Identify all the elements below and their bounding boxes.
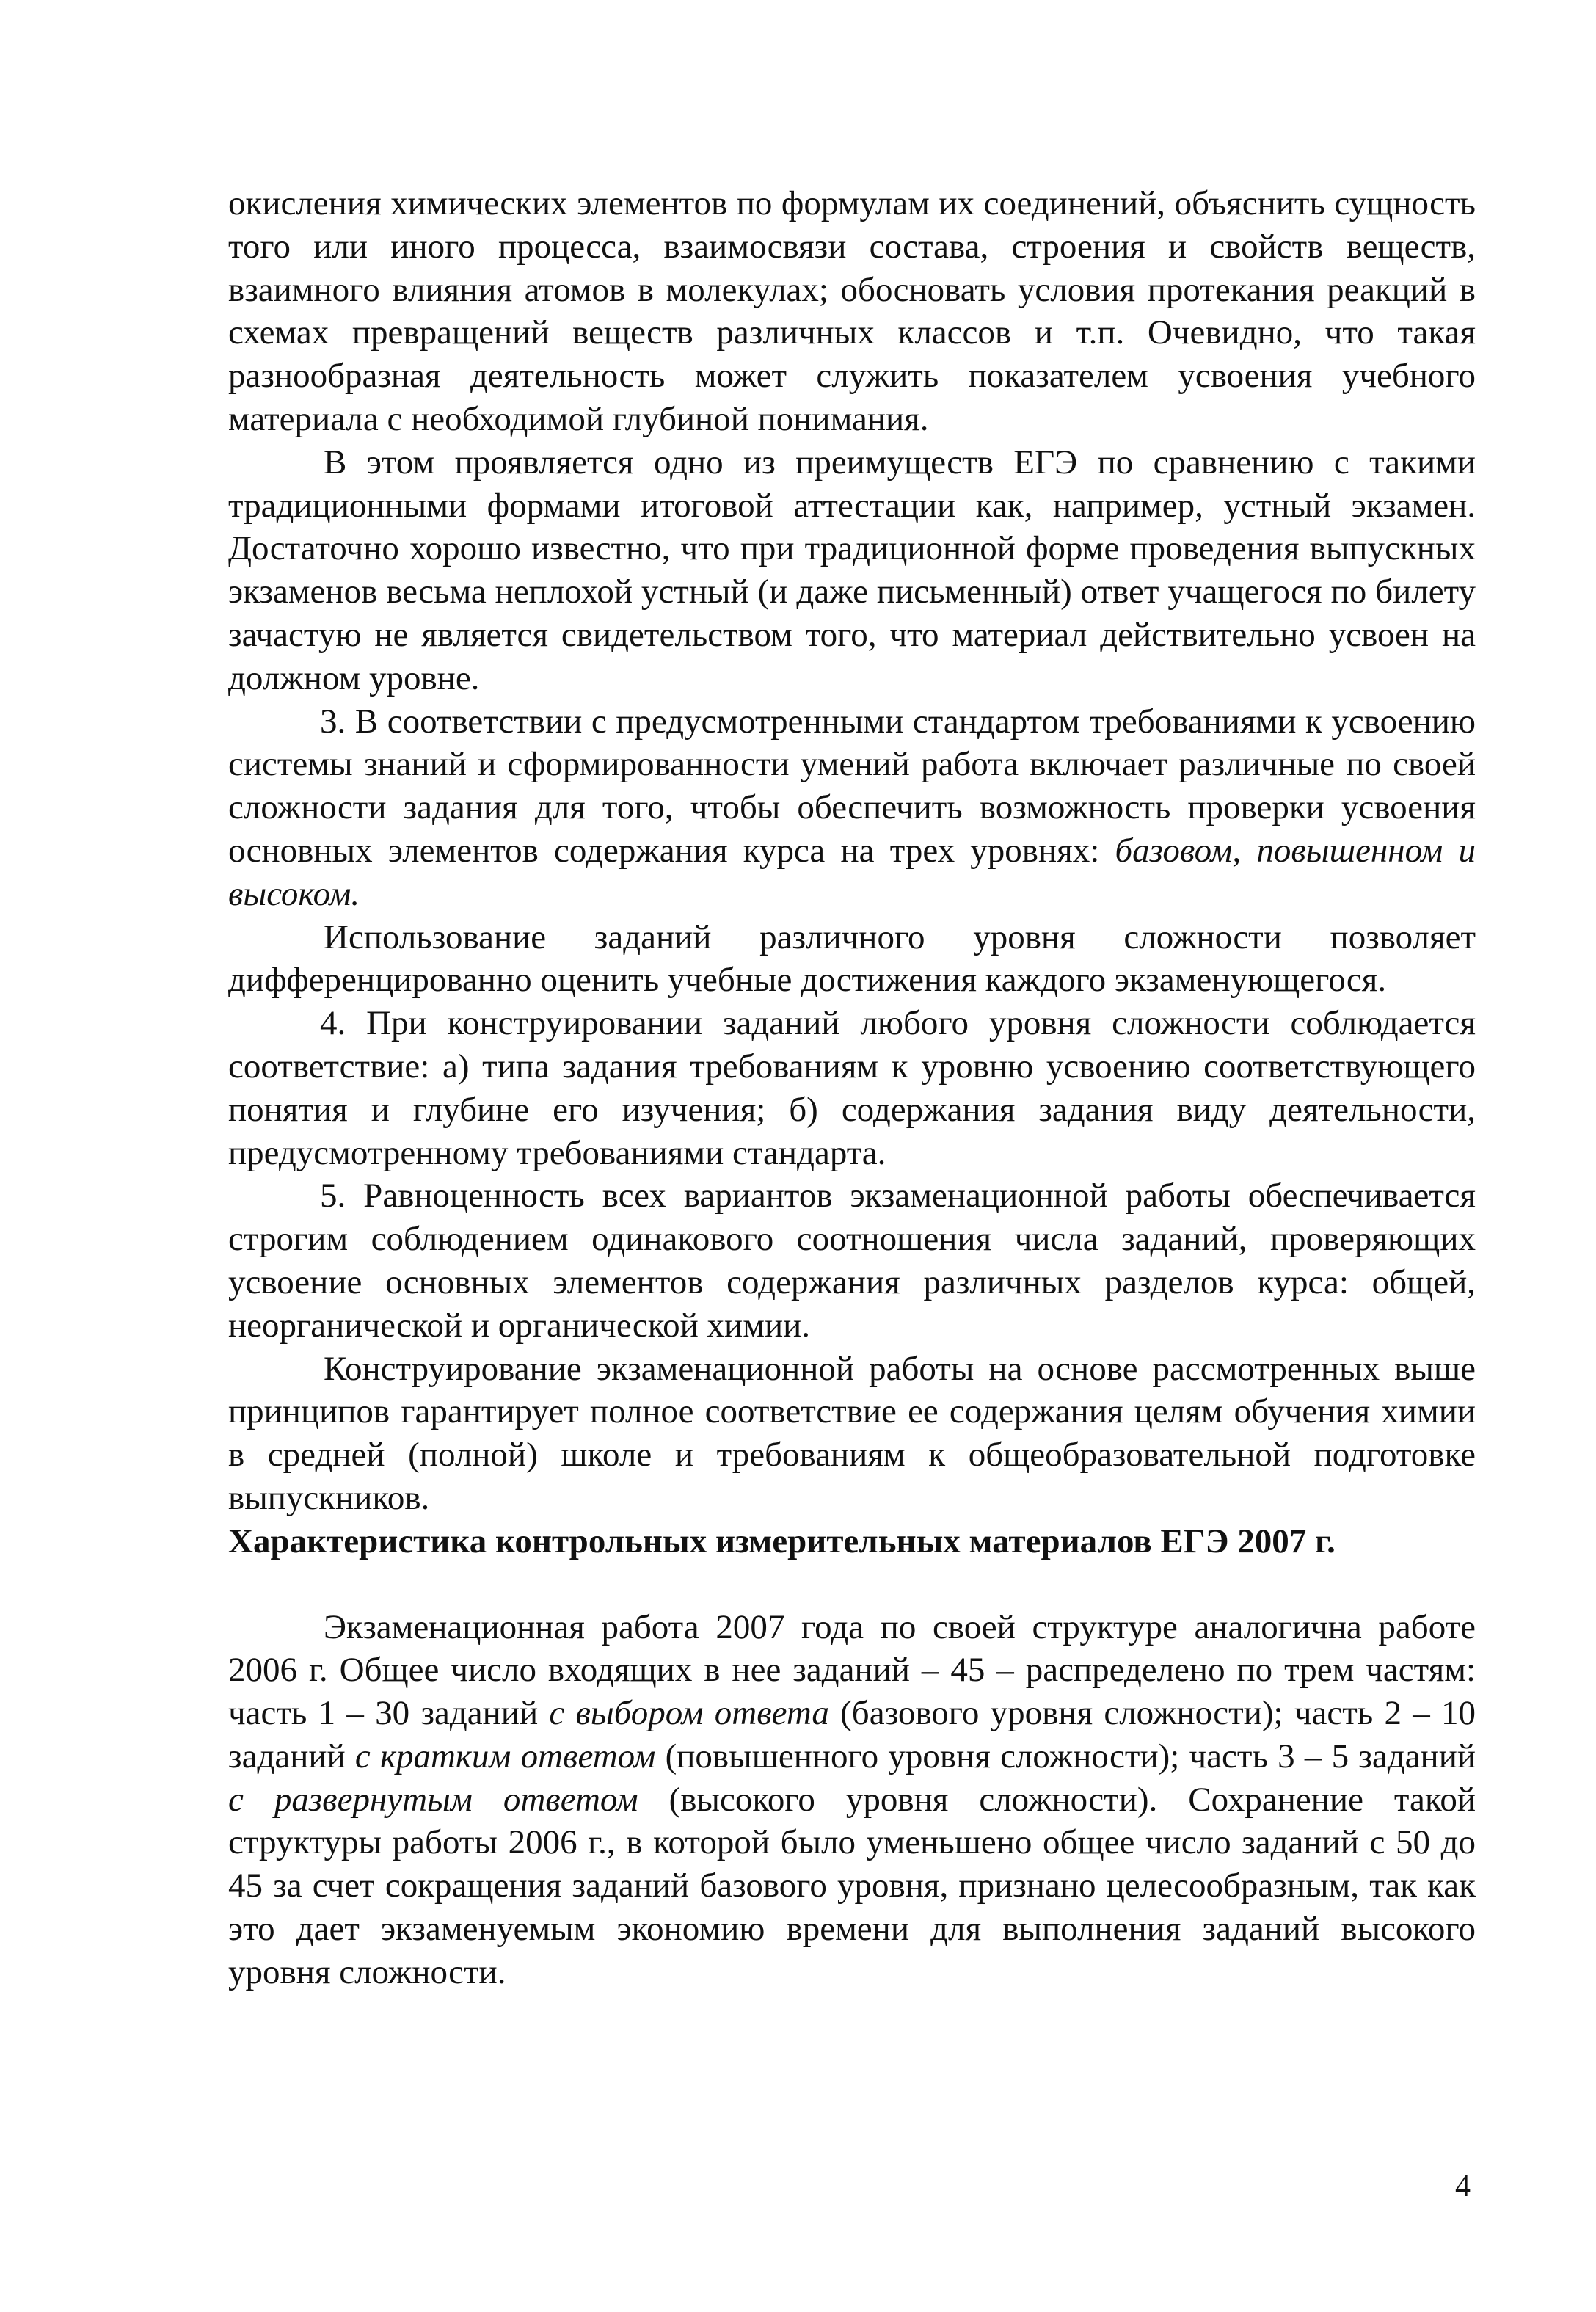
paragraph-exam-structure	[228, 1606, 1476, 1994]
page-body	[228, 182, 1476, 1994]
structure-italic-extended: с развернутым ответом	[228, 1780, 638, 1819]
item-3-text: 3. В соответствии с предусмотренными стандартом требованиями к усвоению системы знаний и сформированности умений работа включает различные по своей сложности задания для того, чтобы обеспечить возможность проверки усвоения основных элементов содержания курса на трех уровнях:	[228, 702, 1476, 870]
paragraph-oxidation-continuation: окисления химических элементов по формулам их соединений, объяснить сущность того или иного процесса, взаимосвязи состава, строения и свойств веществ, взаимного влияния атомов в молекулах; обосновать условия протекания реакций в схемах превращений веществ различных классов и т.п. Очевидно, что такая разнообразная деятельность может служить показателем усвоения учебного материала с необходимой глубиной понимания.	[228, 184, 1476, 438]
paragraph-item-5: 5. Равноценность всех вариантов экзаменационной работы обеспечивается строгим соблюдением одинакового соотношения числа заданий, проверяющих усвоение основных элементов содержания различных разделов курса: общей, неорганической и органической химии.	[228, 1177, 1476, 1345]
structure-italic-choice: с выбором ответа	[549, 1694, 829, 1733]
structure-italic-short: с кратким ответом	[354, 1737, 656, 1775]
paragraph-item-4: 4. При конструировании заданий любого уровня сложности соблюдается соответствие: а) типа задания требованиям к уровню усвоению соответствующего понятия и глубине его изучения; б) содержания задания виду деятельности, предусмотренному требованиями стандарта.	[228, 1004, 1476, 1172]
paragraph-construction-principles: Конструирование экзаменационной работы на основе рассмотренных выше принципов гарантирует полное соответствие ее содержания целям обучения химии в средней (полной) школе и требованиям к общеобразовательной подготовке выпускников.	[228, 1349, 1476, 1517]
item-3-levels: базовом, повышенном и высоком.	[228, 831, 1476, 913]
page-number: 4	[1455, 2170, 1471, 2203]
section-heading: Характеристика контрольных измерительных материалов ЕГЭ 2007 г.	[228, 1522, 1336, 1560]
structure-text-4: (высокого уровня сложности). Сохранение такой структуры работы 2006 г., в которой было уменьшено общее число заданий с 50 до 45 за счет сокращения заданий базового уровня, признано целесообразным, так как это дает экзаменуемым экономию времени для выполнения заданий высокого уровня сложности.	[228, 1780, 1476, 1991]
paragraph-item-3	[228, 700, 1476, 916]
structure-text-1: Экзаменационная работа 2007 года по своей структуре аналогична работе 2006 г. Общее число входящих в нее заданий – 45 – распределено по трем частям: часть 1 – 30 заданий	[228, 1607, 1476, 1733]
paragraph-differentiated-assessment: Использование заданий различного уровня сложности позволяет дифференцированно оценить учебные достижения каждого экзаменующегося.	[228, 917, 1476, 1000]
structure-text-2: (базового уровня сложности); часть 2 – 10 заданий	[228, 1694, 1476, 1775]
structure-text-3: (повышенного уровня сложности); часть 3 – 5 заданий	[655, 1737, 1476, 1775]
paragraph-ege-advantage: В этом проявляется одно из преимуществ ЕГЭ по сравнению с такими традиционными формами итоговой аттестации как, например, устный экзамен. Достаточно хорошо известно, что при традиционной форме проведения выпускных экзаменов весьма неплохой устный (и даже письменный) ответ учащегося по билету зачастую не является свидетельством того, что материал действительно усвоен на должном уровне.	[228, 443, 1476, 697]
